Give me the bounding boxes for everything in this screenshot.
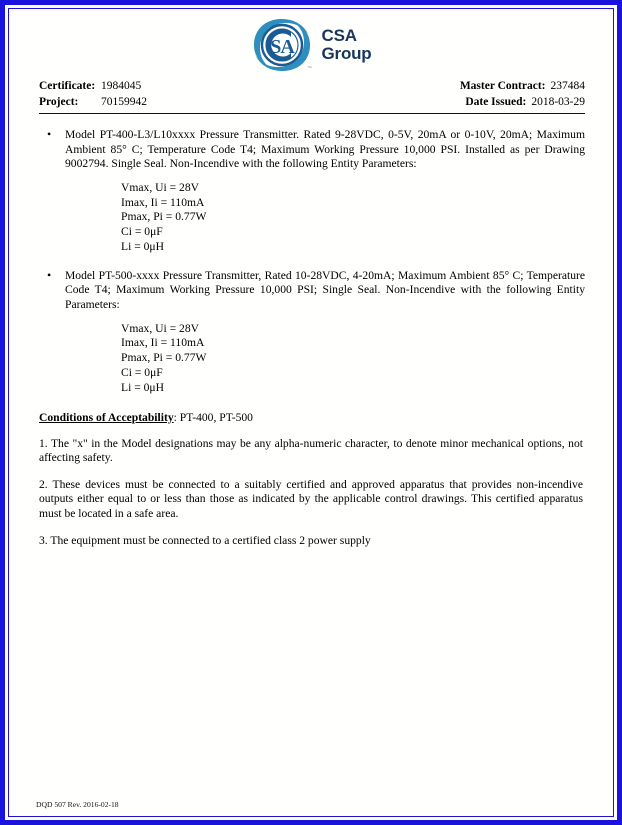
wordmark-line-1: CSA: [321, 26, 357, 45]
spec-description: • Model PT-500-xxxx Pressure Transmitter, Rated 10-28VDC, 4-20mA; Maximum Ambient 85° C; Temperature Code T4; Maximum Working Pressure 10,000 PSI; Single Seal. Non-Incendive with the following Entity Parameters:: [65, 268, 585, 311]
param-ci: Ci = 0μF: [121, 365, 163, 379]
certificate-label: Certificate:: [39, 80, 96, 92]
wordmark-line-2: Group: [321, 44, 372, 63]
param-pmax: Pmax, Pi = 0.77W: [121, 351, 207, 365]
conditions-heading: [39, 410, 587, 425]
param-pmax: Pmax, Pi = 0.77W: [121, 210, 207, 224]
certificate-row: [39, 79, 585, 95]
param-imax: Imax, Ii = 110mA: [121, 195, 205, 209]
param-vmax: Vmax, Ui = 28V: [121, 180, 200, 194]
param-li: Li = 0μH: [121, 380, 165, 394]
param-ci: Ci = 0μF: [121, 225, 163, 239]
document-footer: DQD 507 Rev. 2016-02-18: [36, 800, 119, 809]
condition-3: 3. The equipment must be connected to a certified class 2 power supply: [39, 533, 371, 547]
master-contract-field: [460, 79, 585, 95]
spec-bullet-list-2: [39, 269, 587, 313]
certificate-value: 1984045: [101, 80, 142, 92]
master-contract-value: 237484: [550, 80, 585, 92]
condition-1: 1. The "x" in the Model designations may be any alpha-numeric character, to denote minor mechanical options, not affecting safety.: [39, 436, 583, 465]
spec-description: • Model PT-400-L3/L10xxxx Pressure Transmitter. Rated 9-28VDC, 0-5V, 20mA or 0-10V, 20mA; Maximum Ambient 85° C; Temperature Code T4; Maximum Working Pressure 10,000 PSI. Installed as per Drawing 9002794. Single Seal. Non-Incendive with the following Entity Parameters:: [65, 128, 585, 171]
project-value: 70159942: [101, 95, 147, 108]
spec-bullet-list: [39, 128, 587, 172]
project-field: [39, 95, 147, 111]
csa-logo: [251, 16, 372, 74]
project-label: Project:: [39, 95, 79, 108]
entity-parameters-1: [39, 181, 587, 255]
page-inner-border: [8, 8, 614, 817]
entity-parameters-2: [39, 322, 587, 396]
certificate-meta-block: [39, 79, 585, 114]
svg-text:SA: SA: [269, 36, 294, 58]
date-issued-field: [465, 95, 585, 111]
param-vmax: Vmax, Ui = 28V: [121, 321, 200, 335]
trademark-icon: ™: [307, 65, 312, 70]
param-li: Li = 0μH: [121, 239, 165, 253]
csa-wordmark: [322, 27, 372, 63]
certificate-field: [39, 79, 141, 95]
document-body: [39, 128, 587, 548]
conditions-heading-models: : PT-400, PT-500: [173, 410, 253, 424]
master-contract-label: Master Contract:: [459, 80, 546, 92]
list-item: [39, 269, 587, 313]
logo-band: [9, 9, 613, 77]
list-item: [39, 128, 587, 172]
param-imax: Imax, Ii = 110mA: [121, 336, 205, 350]
date-issued-label: Date Issued:: [465, 95, 527, 108]
conditions-heading-underlined: Conditions of Acceptability: [39, 410, 174, 424]
project-row: [39, 95, 585, 111]
date-issued-value: 2018-03-29: [531, 95, 585, 108]
csa-roundel-icon: [251, 16, 313, 74]
condition-2: 2. These devices must be connected to a suitably certified and approved apparatus that provides non-incendive outputs either equal to or less than those as indicated by the applicable control drawings. This certified apparatus must be located in a safe area.: [39, 477, 583, 520]
